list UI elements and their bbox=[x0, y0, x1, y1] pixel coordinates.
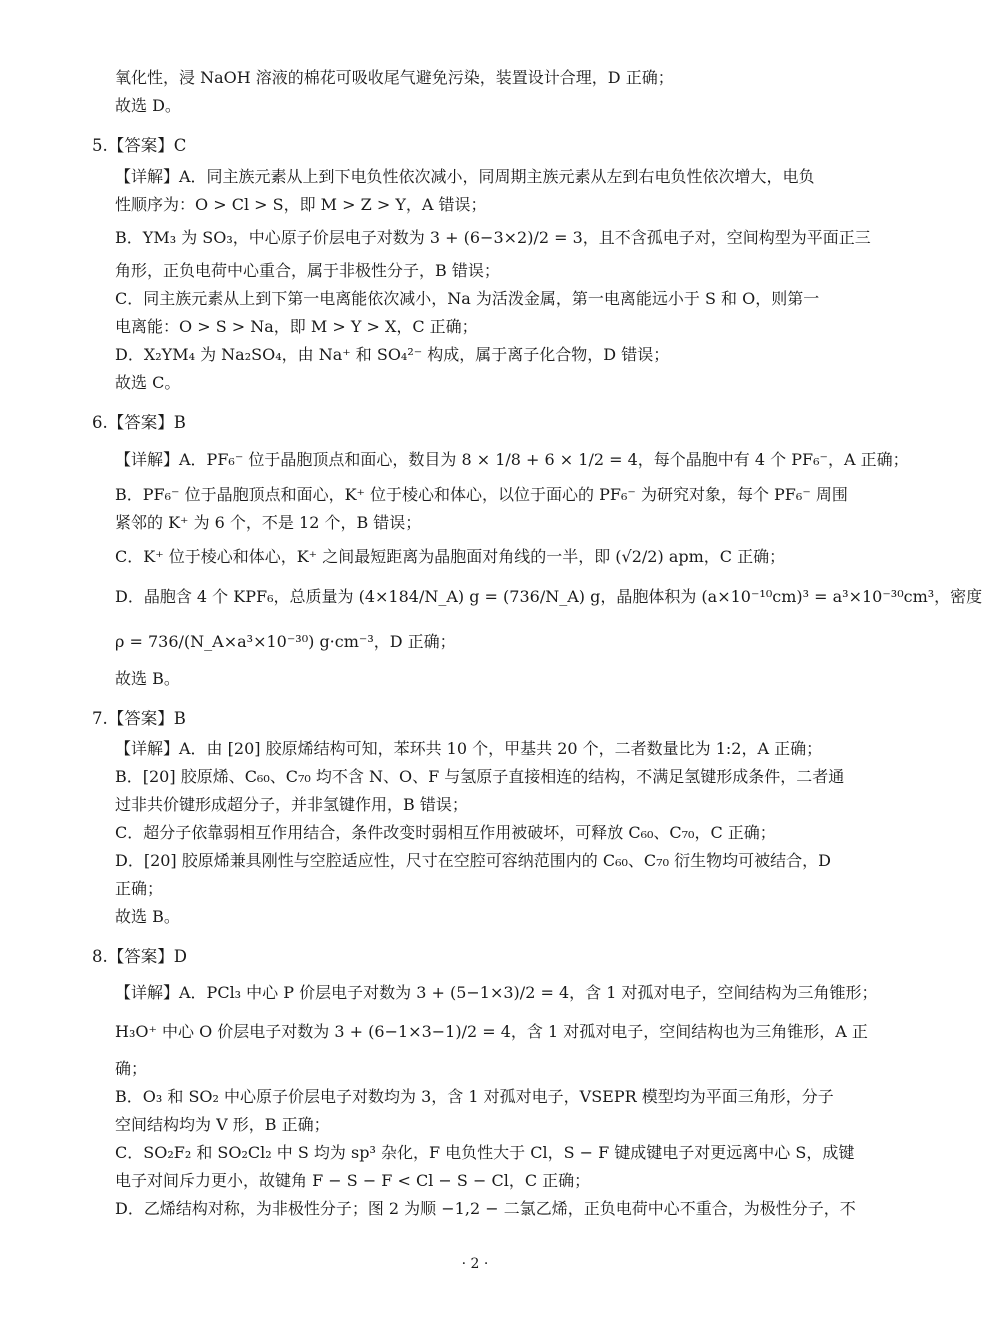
text-line: 性顺序为：O > Cl > S，即 M > Z > Y，A 错误； bbox=[115, 195, 487, 214]
text-line: 故选 C。 bbox=[115, 373, 181, 392]
text-line: 故选 B。 bbox=[115, 669, 180, 688]
text-line: 故选 B。 bbox=[115, 907, 180, 926]
text-line: C．超分子依靠弱相互作用结合，条件改变时弱相互作用被破坏，可释放 C₆₀、C₇₀，C 正确； bbox=[115, 823, 776, 842]
text-line: 电离能：O > S > Na，即 M > Y > X，C 正确； bbox=[115, 317, 478, 336]
page-number: · 2 · bbox=[461, 1256, 489, 1272]
text-line: C．K⁺ 位于棱心和体心，K⁺ 之间最短距离为晶胞面对角线的一半，即 (√2/2) apm，C 正确； bbox=[115, 547, 786, 566]
text-line: 【详解】A．PCl₃ 中心 P 价层电子对数为 3 + (5−1×3)/2 = 4，含 1 对孤对电子，空间结构为三角锥形； bbox=[115, 983, 878, 1002]
text-line: 电子对间斥力更小，故键角 F − S − F < Cl − S − Cl，C 正确； bbox=[115, 1171, 591, 1190]
text-line: B．PF₆⁻ 位于晶胞顶点和面心，K⁺ 位于棱心和体心，以位于面心的 PF₆⁻ 为研究对象，每个 PF₆⁻ 周围 bbox=[115, 485, 848, 504]
text-line: D．乙烯结构对称，为非极性分子；图 2 为顺 −1,2 − 二氯乙烯，正负电荷中心不重合，为极性分子，不 bbox=[115, 1199, 856, 1218]
text-line: 空间结构均为 V 形，B 正确； bbox=[115, 1115, 330, 1134]
text-line: D．X₂YM₄ 为 Na₂SO₄，由 Na⁺ 和 SO₄²⁻ 构成，属于离子化合物，D 错误； bbox=[115, 345, 670, 364]
text-line: 紧邻的 K⁺ 为 6 个，不是 12 个，B 错误； bbox=[115, 513, 422, 532]
text-line: H₃O⁺ 中心 O 价层电子对数为 3 + (6−1×3−1)/2 = 4，含 1 对孤对电子，空间结构也为三角锥形，A 正 bbox=[115, 1022, 868, 1041]
answer-heading: 8.【答案】D bbox=[92, 947, 187, 966]
text-line: 【详解】A．同主族元素从上到下电负性依次减小，同周期主族元素从左到右电负性依次增大，电负 bbox=[115, 167, 815, 186]
text-line: 氧化性，浸 NaOH 溶液的棉花可吸收尾气避免污染，装置设计合理，D 正确； bbox=[115, 68, 674, 87]
text-line: 过非共价键形成超分子，并非氢键作用，B 错误； bbox=[115, 795, 468, 814]
text-line: B．O₃ 和 SO₂ 中心原子价层电子对数均为 3，含 1 对孤对电子，VSEPR 模型均为平面三角形，分子 bbox=[115, 1087, 834, 1106]
text-line: C．同主族元素从上到下第一电离能依次减小，Na 为活泼金属，第一电离能远小于 S 和 O，则第一 bbox=[115, 289, 820, 308]
text-line: C．SO₂F₂ 和 SO₂Cl₂ 中 S 均为 sp³ 杂化，F 电负性大于 Cl，S − F 键成键电子对更远离中心 S，成键 bbox=[115, 1143, 855, 1162]
text-line: 角形，正负电荷中心重合，属于非极性分子，B 错误； bbox=[115, 261, 500, 280]
text-line: ρ = 736/(N_A×a³×10⁻³⁰) g·cm⁻³，D 正确； bbox=[115, 632, 456, 651]
text-line: 【详解】A．由 [20] 胶原烯结构可知，苯环共 10 个，甲基共 20 个，二者数量比为 1:2，A 正确； bbox=[115, 739, 823, 758]
text-line: 正确； bbox=[115, 879, 164, 898]
text-line: D．晶胞含 4 个 KPF₆，总质量为 (4×184/N_A) g = (736/N_A) g，晶胞体积为 (a×10⁻¹⁰cm)³ = a³×10⁻³⁰cm³，密度 bbox=[115, 587, 982, 606]
text-line: B．YM₃ 为 SO₃，中心原子价层电子对数为 3 + (6−3×2)/2 = 3，且不含孤电子对，空间构型为平面正三 bbox=[115, 228, 871, 247]
text-line: 确； bbox=[115, 1059, 148, 1078]
answer-heading: 5.【答案】C bbox=[92, 136, 187, 155]
text-line: 故选 D。 bbox=[115, 96, 181, 115]
text-line: B．[20] 胶原烯、C₆₀、C₇₀ 均不含 N、O、F 与氢原子直接相连的结构，不满足氢键形成条件，二者通 bbox=[115, 767, 845, 786]
answer-heading: 6.【答案】B bbox=[92, 413, 186, 432]
answer-heading: 7.【答案】B bbox=[92, 709, 186, 728]
text-line: 【详解】A．PF₆⁻ 位于晶胞顶点和面心，数目为 8 × 1/8 + 6 × 1/2 = 4，每个晶胞中有 4 个 PF₆⁻，A 正确； bbox=[115, 450, 909, 469]
text-line: D．[20] 胶原烯兼具刚性与空腔适应性，尺寸在空腔可容纳范围内的 C₆₀、C₇₀ 衍生物均可被结合，D bbox=[115, 851, 831, 870]
